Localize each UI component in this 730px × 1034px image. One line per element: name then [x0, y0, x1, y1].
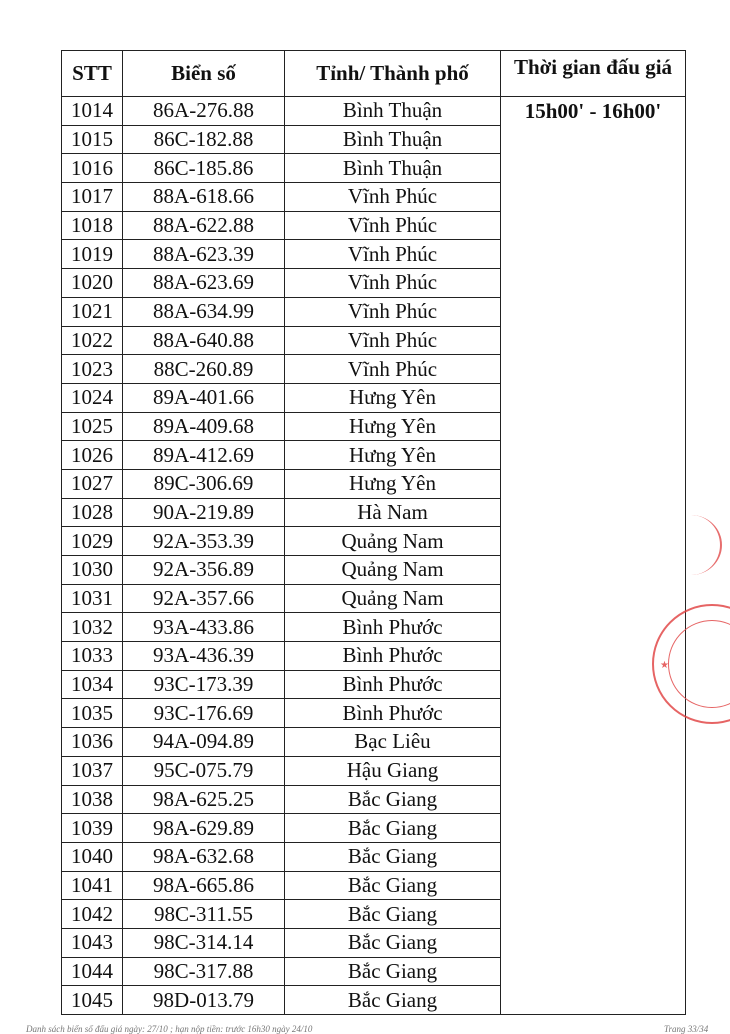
cell-province: Bắc Giang — [285, 842, 501, 871]
cell-stt: 1033 — [62, 642, 123, 671]
cell-stt: 1043 — [62, 928, 123, 957]
cell-province: Vĩnh Phúc — [285, 269, 501, 298]
cell-province: Hà Nam — [285, 498, 501, 527]
cell-plate: 98C-314.14 — [123, 928, 285, 957]
cell-province: Vĩnh Phúc — [285, 183, 501, 212]
cell-stt: 1027 — [62, 469, 123, 498]
cell-stt: 1032 — [62, 613, 123, 642]
cell-province: Hưng Yên — [285, 412, 501, 441]
cell-stt: 1023 — [62, 355, 123, 384]
header-province: Tỉnh/ Thành phố — [285, 51, 501, 97]
cell-province: Hưng Yên — [285, 383, 501, 412]
header-auction-time: Thời gian đấu giá — [501, 51, 686, 97]
cell-stt: 1021 — [62, 297, 123, 326]
cell-plate: 88A-618.66 — [123, 183, 285, 212]
cell-province: Bình Thuận — [285, 154, 501, 183]
cell-plate: 89A-401.66 — [123, 383, 285, 412]
cell-plate: 98A-665.86 — [123, 871, 285, 900]
cell-stt: 1015 — [62, 125, 123, 154]
cell-province: Bình Phước — [285, 613, 501, 642]
cell-province: Bắc Giang — [285, 957, 501, 986]
cell-plate: 88A-623.69 — [123, 269, 285, 298]
header-stt: STT — [62, 51, 123, 97]
cell-province: Vĩnh Phúc — [285, 326, 501, 355]
cell-stt: 1020 — [62, 269, 123, 298]
cell-province: Bắc Giang — [285, 986, 501, 1015]
cell-plate: 88A-640.88 — [123, 326, 285, 355]
cell-plate: 93A-433.86 — [123, 613, 285, 642]
cell-stt: 1030 — [62, 556, 123, 585]
cell-province: Bình Phước — [285, 670, 501, 699]
cell-plate: 88A-634.99 — [123, 297, 285, 326]
cell-stt: 1034 — [62, 670, 123, 699]
cell-stt: 1044 — [62, 957, 123, 986]
company-seal-inner-ring — [668, 620, 730, 708]
cell-province: Bình Thuận — [285, 125, 501, 154]
cell-stt: 1016 — [62, 154, 123, 183]
cell-province: Quảng Nam — [285, 527, 501, 556]
cell-province: Bắc Giang — [285, 785, 501, 814]
cell-plate: 86A-276.88 — [123, 97, 285, 126]
cell-stt: 1022 — [62, 326, 123, 355]
cell-plate: 98D-013.79 — [123, 986, 285, 1015]
cell-stt: 1045 — [62, 986, 123, 1015]
table-header-row — [62, 51, 686, 97]
cell-plate: 98A-629.89 — [123, 814, 285, 843]
cell-plate: 88C-260.89 — [123, 355, 285, 384]
cell-province: Hưng Yên — [285, 469, 501, 498]
cell-province: Bạc Liêu — [285, 728, 501, 757]
cell-stt: 1028 — [62, 498, 123, 527]
cell-stt: 1041 — [62, 871, 123, 900]
cell-province: Hậu Giang — [285, 756, 501, 785]
cell-stt: 1042 — [62, 900, 123, 929]
cell-stt: 1039 — [62, 814, 123, 843]
cell-stt: 1024 — [62, 383, 123, 412]
cell-stt: 1019 — [62, 240, 123, 269]
cell-plate: 92A-356.89 — [123, 556, 285, 585]
cell-stt: 1025 — [62, 412, 123, 441]
cell-stt: 1029 — [62, 527, 123, 556]
cell-stt: 1038 — [62, 785, 123, 814]
cell-plate: 98A-625.25 — [123, 785, 285, 814]
stamp-fragment — [660, 515, 722, 575]
cell-stt: 1036 — [62, 728, 123, 757]
cell-province: Bắc Giang — [285, 814, 501, 843]
cell-stt: 1026 — [62, 441, 123, 470]
cell-plate: 95C-075.79 — [123, 756, 285, 785]
cell-province: Vĩnh Phúc — [285, 211, 501, 240]
cell-plate: 93C-176.69 — [123, 699, 285, 728]
page-number: Trang 33/34 — [664, 1024, 709, 1034]
cell-plate: 98C-317.88 — [123, 957, 285, 986]
cell-province: Hưng Yên — [285, 441, 501, 470]
cell-stt: 1040 — [62, 842, 123, 871]
cell-plate: 98C-311.55 — [123, 900, 285, 929]
cell-stt: 1017 — [62, 183, 123, 212]
table-body — [62, 97, 686, 1015]
cell-stt: 1035 — [62, 699, 123, 728]
cell-province: Bắc Giang — [285, 928, 501, 957]
cell-plate: 88A-622.88 — [123, 211, 285, 240]
cell-province: Vĩnh Phúc — [285, 240, 501, 269]
cell-province: Bình Thuận — [285, 97, 501, 126]
auction-plate-table — [61, 50, 686, 1015]
cell-province: Bắc Giang — [285, 900, 501, 929]
cell-plate: 88A-623.39 — [123, 240, 285, 269]
cell-stt: 1037 — [62, 756, 123, 785]
cell-auction-time: 15h00' - 16h00' — [501, 97, 686, 1015]
header-plate: Biển số — [123, 51, 285, 97]
cell-plate: 98A-632.68 — [123, 842, 285, 871]
cell-province: Bình Phước — [285, 642, 501, 671]
cell-plate: 93C-173.39 — [123, 670, 285, 699]
cell-plate: 89A-409.68 — [123, 412, 285, 441]
cell-plate: 86C-185.86 — [123, 154, 285, 183]
cell-province: Vĩnh Phúc — [285, 355, 501, 384]
cell-stt: 1031 — [62, 584, 123, 613]
cell-plate: 89C-306.69 — [123, 469, 285, 498]
cell-province: Quảng Nam — [285, 584, 501, 613]
cell-province: Quảng Nam — [285, 556, 501, 585]
cell-province: Vĩnh Phúc — [285, 297, 501, 326]
cell-plate: 94A-094.89 — [123, 728, 285, 757]
cell-plate: 86C-182.88 — [123, 125, 285, 154]
cell-plate: 92A-353.39 — [123, 527, 285, 556]
table-row — [62, 97, 686, 126]
cell-stt: 1018 — [62, 211, 123, 240]
cell-stt: 1014 — [62, 97, 123, 126]
cell-plate: 89A-412.69 — [123, 441, 285, 470]
cell-plate: 92A-357.66 — [123, 584, 285, 613]
cell-plate: 90A-219.89 — [123, 498, 285, 527]
cell-province: Bắc Giang — [285, 871, 501, 900]
star-icon: ★ — [660, 660, 669, 671]
footer-note: Danh sách biển số đấu giá ngày: 27/10 ; hạn nộp tiền: trước 16h30 ngày 24/10 — [26, 1024, 313, 1034]
cell-province: Bình Phước — [285, 699, 501, 728]
cell-plate: 93A-436.39 — [123, 642, 285, 671]
